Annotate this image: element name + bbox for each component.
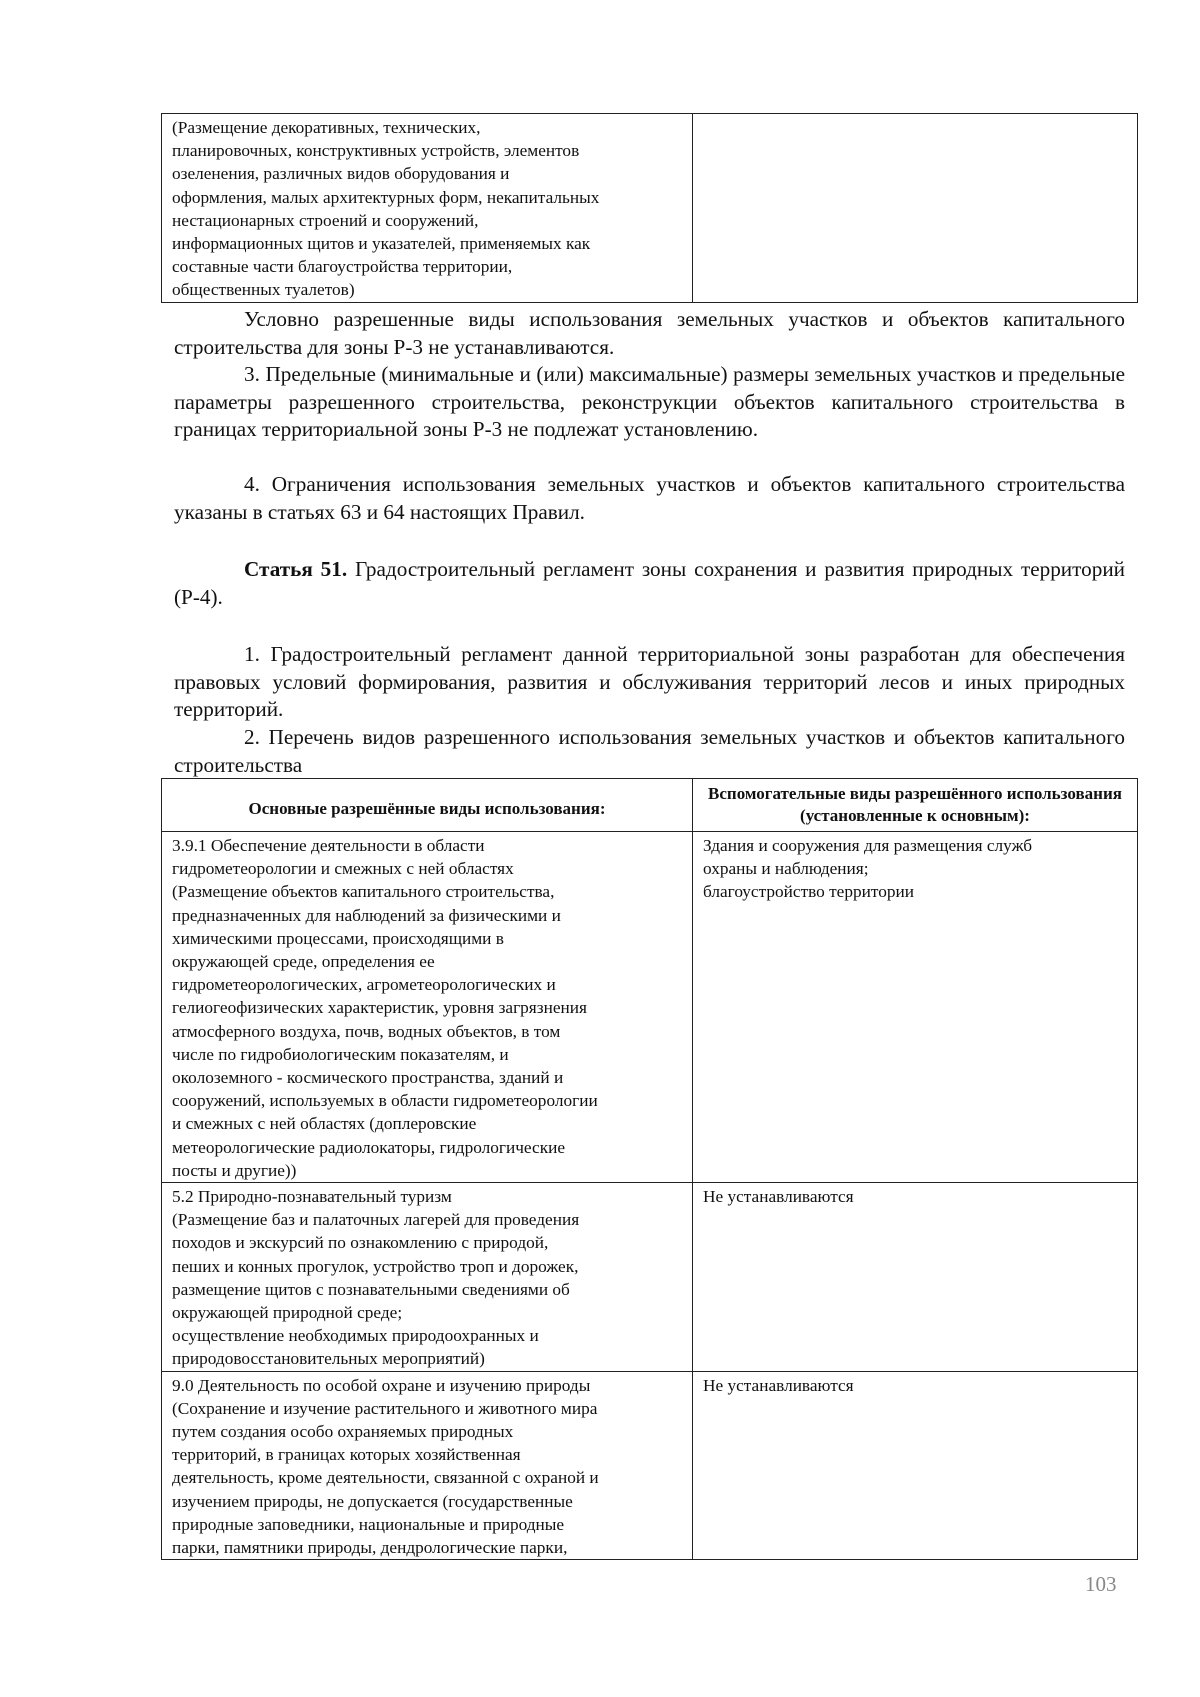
top-table-right-cell <box>693 114 1138 303</box>
main-use-cell: 9.0 Деятельность по особой охране и изучению природы (Сохранение и изучение растительного и животного мира путем создания особо охраняемых природных территорий, в границах которых хозяйственная деятельность, кроме деятельности, связанной с охраной и изучением природы, не допускается (государственные природные заповедники, национальные и природные парки, памятники природы, дендрологические парки, <box>162 1371 693 1560</box>
paragraph-1: 1. Градостроительный регламент данной территориальной зоны разработан для обеспечения правовых условий формирования, развития и обслуживания территорий лесов и иных природных территорий. <box>174 642 1125 722</box>
auxiliary-use-cell: Не устанавливаются <box>693 1371 1138 1560</box>
paragraph-2: 2. Перечень видов разрешенного использования земельных участков и объектов капитального строительства <box>174 725 1125 777</box>
paragraph-3: 3. Предельные (минимальные и (или) максимальные) размеры земельных участков и предельные параметры разрешенного строительства, реконструкции объектов капитального строительства в границах территориальной зоны Р-3 не подлежат установлению. <box>174 362 1125 442</box>
main-use-cell: 5.2 Природно-познавательный туризм (Размещение баз и палаточных лагерей для проведения походов и экскурсий по ознакомлению с природой, пеших и конных прогулок, устройство троп и дорожек, размещение щитов с познавательными сведениями об окружающей природной среде; осуществление необходимых природоохранных и природовосстановительных мероприятий) <box>162 1183 693 1372</box>
auxiliary-use-cell: Здания и сооружения для размещения служб охраны и наблюдения; благоустройство территории <box>693 832 1138 1183</box>
header-auxiliary-uses: Вспомогательные виды разрешённого использования (установленные к основным): <box>693 779 1138 832</box>
page-number: 103 <box>1085 1572 1117 1596</box>
article-label: Статья 51. <box>244 557 348 581</box>
article-heading <box>174 556 1125 611</box>
table-header-row <box>162 779 1138 832</box>
table-row <box>162 832 1138 1183</box>
auxiliary-use-cell: Не устанавливаются <box>693 1183 1138 1372</box>
article-title: Градостроительный регламент зоны сохранения и развития природных территорий (Р-4). <box>174 557 1125 609</box>
top-table-left-cell: (Размещение декоративных, технических, планировочных, конструктивных устройств, элементов озеленения, различных видов оборудования и оформления, малых архитектурных форм, некапитальных нестационарных строений и сооружений, информационных щитов и указателей, применяемых как составные части благоустройства территории, общественных туалетов) <box>162 114 693 303</box>
table-row <box>162 1371 1138 1560</box>
header-main-uses: Основные разрешённые виды использования: <box>162 779 693 832</box>
main-use-cell: 3.9.1 Обеспечение деятельности в области гидрометеорологии и смежных с ней областях (Размещение объектов капитального строительства, предназначенных для наблюдений за физическими и химическими процессами, происходящими в окружающей среде, определения ее гидрометеорологических, агрометеорологических и гелиогеофизических характеристик, уровня загрязнения атмосферного воздуха, почв, водных объектов, в том числе по гидробиологическим показателям, и околоземного - космического пространства, зданий и сооружений, используемых в области гидрометеорологии и смежных с ней областях (доплеровские метеорологические радиолокаторы, гидрологические посты и другие)) <box>162 832 693 1183</box>
top-table <box>161 113 1138 303</box>
permitted-uses-table <box>161 778 1138 1560</box>
table-row <box>162 1183 1138 1372</box>
paragraph-conditional-uses: Условно разрешенные виды использования земельных участков и объектов капитального строительства для зоны Р-3 не устанавливаются. <box>174 307 1125 359</box>
table-row <box>162 114 1138 303</box>
paragraph-4: 4. Ограничения использования земельных участков и объектов капитального строительства указаны в статьях 63 и 64 настоящих Правил. <box>174 472 1125 524</box>
